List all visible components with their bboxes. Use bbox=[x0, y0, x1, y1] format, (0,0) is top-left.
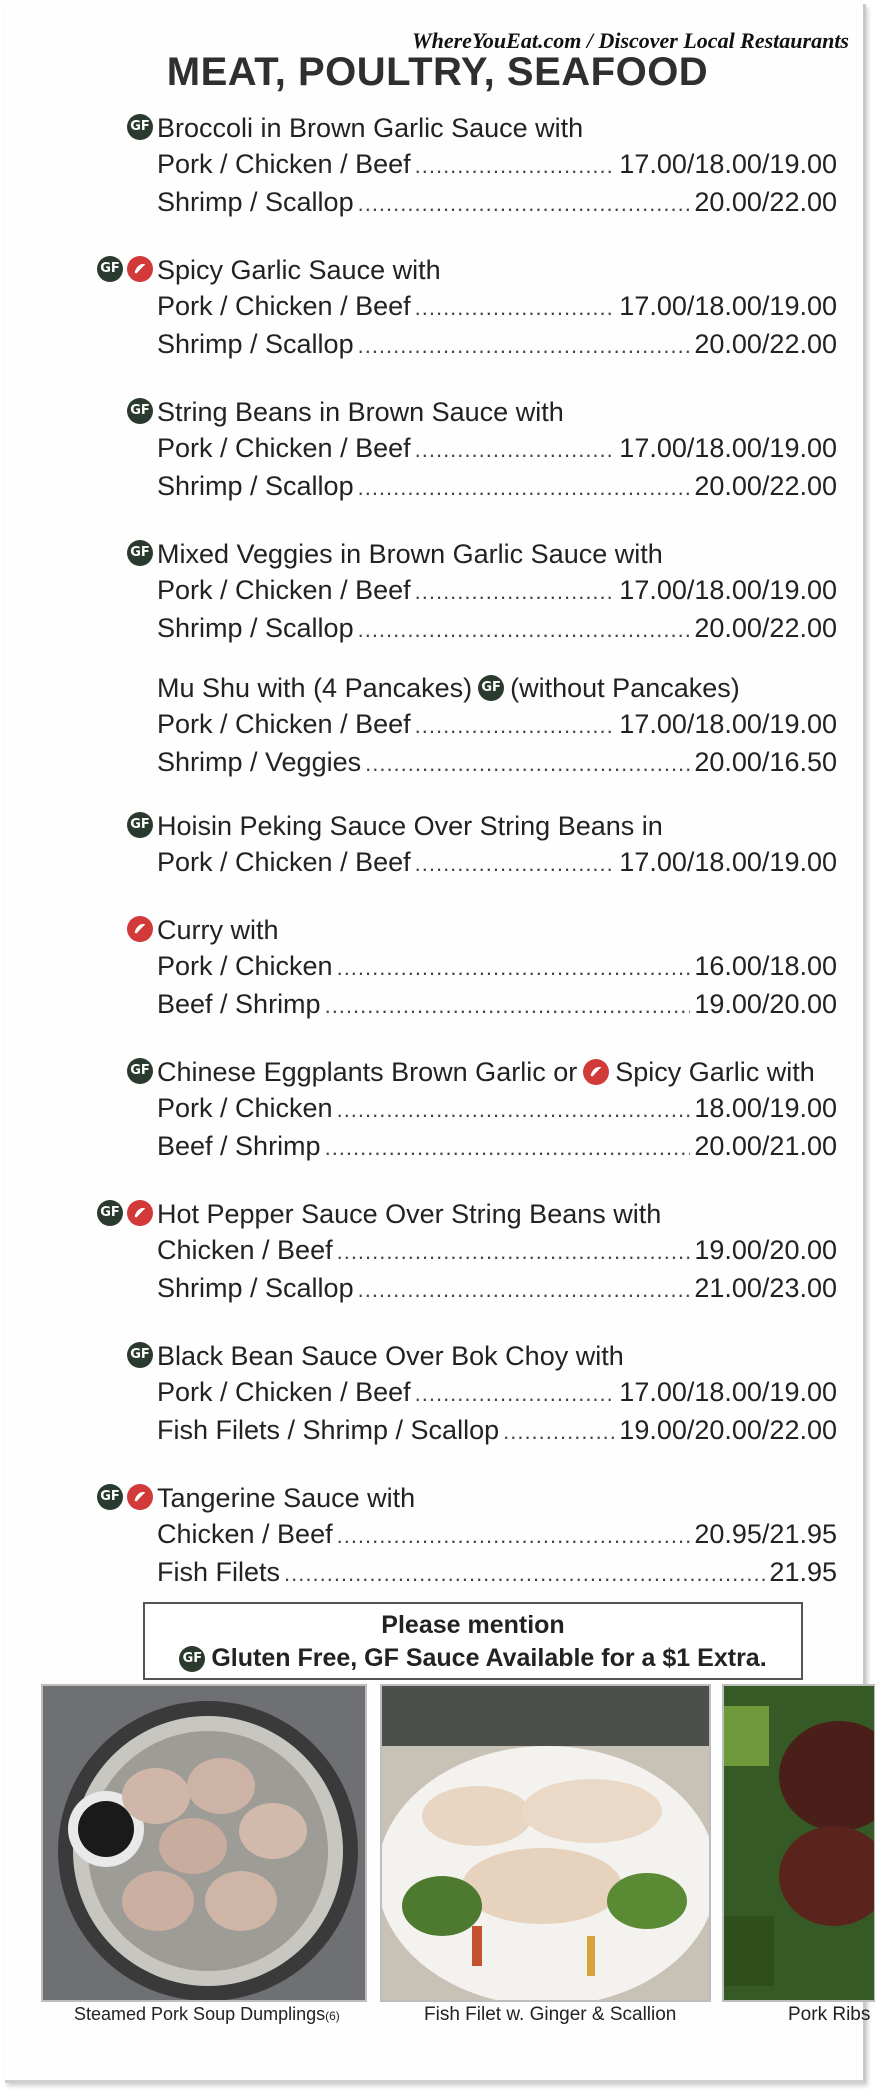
dot-leader bbox=[337, 1234, 691, 1270]
gluten-free-icon: GF bbox=[127, 1058, 153, 1084]
price: 17.00/18.00/19.00 bbox=[619, 575, 837, 605]
protein-options: Shrimp / Scallop bbox=[157, 329, 354, 359]
gluten-free-icon: GF bbox=[127, 812, 153, 838]
menu-item-title: Mu Shu with (4 Pancakes) bbox=[157, 673, 473, 703]
price-row bbox=[0, 1270, 875, 1308]
menu-item-title-line bbox=[0, 1338, 875, 1374]
price: 20.00/22.00 bbox=[694, 613, 837, 643]
price: 20.00/22.00 bbox=[694, 329, 837, 359]
price-row bbox=[0, 146, 875, 184]
dot-leader bbox=[415, 432, 616, 468]
price: 17.00/18.00/19.00 bbox=[619, 709, 837, 739]
menu-item-title-suffix: (without Pancakes) bbox=[510, 673, 740, 703]
price: 19.00/20.00 bbox=[694, 1235, 837, 1265]
dot-leader bbox=[358, 612, 691, 648]
menu-item bbox=[0, 252, 875, 364]
price: 18.00/19.00 bbox=[694, 1093, 837, 1123]
price: 19.00/20.00/22.00 bbox=[619, 1415, 837, 1445]
menu-list bbox=[0, 110, 875, 1622]
dot-leader bbox=[337, 1518, 691, 1554]
menu-item-title: Broccoli in Brown Garlic Sauce with bbox=[157, 113, 584, 143]
note-text: Gluten Free, GF Sauce Available for a $1 Extra. bbox=[211, 1644, 767, 1672]
dumplings-photo bbox=[41, 1684, 367, 2002]
menu-item-title-line bbox=[0, 912, 875, 948]
price: 17.00/18.00/19.00 bbox=[619, 847, 837, 877]
menu-item bbox=[0, 912, 875, 1024]
price-row bbox=[0, 1516, 875, 1554]
fish-filet-photo bbox=[380, 1684, 711, 2002]
menu-item-title-line bbox=[0, 1480, 875, 1516]
protein-options: Shrimp / Scallop bbox=[157, 187, 354, 217]
menu-item-badges bbox=[97, 1484, 153, 1510]
protein-options: Shrimp / Scallop bbox=[157, 613, 354, 643]
menu-item bbox=[0, 1480, 875, 1592]
dot-leader bbox=[337, 1092, 691, 1128]
gluten-free-icon: GF bbox=[127, 540, 153, 566]
menu-item-title-line bbox=[0, 394, 875, 430]
price: 19.00/20.00 bbox=[694, 989, 837, 1019]
menu-item-title-line bbox=[0, 1054, 875, 1090]
price: 21.00/23.00 bbox=[694, 1273, 837, 1303]
menu-item-title: Spicy Garlic Sauce with bbox=[157, 255, 441, 285]
menu-item bbox=[0, 808, 875, 882]
price-row bbox=[0, 1232, 875, 1270]
pork-ribs-caption: Pork Ribs bbox=[788, 2004, 871, 2025]
dot-leader bbox=[415, 148, 616, 184]
gluten-free-icon: GF bbox=[179, 1646, 205, 1672]
protein-options: Beef / Shrimp bbox=[157, 989, 321, 1019]
protein-options: Shrimp / Scallop bbox=[157, 1273, 354, 1303]
price: 17.00/18.00/19.00 bbox=[619, 149, 837, 179]
price-row bbox=[0, 610, 875, 648]
price-row bbox=[0, 844, 875, 882]
spicy-pepper-icon bbox=[127, 1484, 153, 1510]
dot-leader bbox=[325, 1130, 691, 1166]
menu-item-title-line bbox=[0, 110, 875, 146]
note-text-line bbox=[145, 1644, 801, 1673]
price-row bbox=[0, 948, 875, 986]
dumplings-caption-text: Steamed Pork Soup Dumplings bbox=[74, 2004, 326, 2024]
dot-leader bbox=[503, 1414, 615, 1450]
gluten-free-icon: GF bbox=[97, 1200, 123, 1226]
price: 16.00/18.00 bbox=[694, 951, 837, 981]
price: 20.00/22.00 bbox=[694, 187, 837, 217]
site-credit: WhereYouEat.com / Discover Local Restaurants bbox=[412, 28, 849, 53]
protein-options: Fish Filets / Shrimp / Scallop bbox=[157, 1415, 500, 1445]
price-row bbox=[0, 468, 875, 506]
menu-item-title-line bbox=[0, 536, 875, 572]
price-row bbox=[0, 986, 875, 1024]
menu-item-title: Chinese Eggplants Brown Garlic or bbox=[157, 1057, 578, 1087]
dot-leader bbox=[415, 846, 616, 882]
protein-options: Shrimp / Scallop bbox=[157, 471, 354, 501]
menu-item-title-line bbox=[0, 808, 875, 844]
dumplings-caption-count: (6) bbox=[325, 2009, 340, 2023]
spicy-pepper-icon bbox=[127, 1200, 153, 1226]
price-row bbox=[0, 1412, 875, 1450]
price-row bbox=[0, 184, 875, 222]
menu-item-title-suffix: Spicy Garlic with bbox=[615, 1057, 815, 1087]
protein-options: Pork / Chicken / Beef bbox=[157, 433, 411, 463]
menu-item-title: Black Bean Sauce Over Bok Choy with bbox=[157, 1341, 624, 1371]
menu-item-badges bbox=[127, 1342, 153, 1368]
price-row bbox=[0, 326, 875, 364]
spicy-pepper-icon bbox=[127, 256, 153, 282]
dot-leader bbox=[415, 574, 616, 610]
dot-leader bbox=[415, 708, 616, 744]
price-row bbox=[0, 744, 875, 782]
menu-item bbox=[0, 536, 875, 648]
spicy-pepper-icon bbox=[127, 916, 153, 942]
fish-filet-caption: Fish Filet w. Ginger & Scallion bbox=[424, 2004, 677, 2025]
menu-item-title-line bbox=[0, 670, 875, 706]
protein-options: Pork / Chicken / Beef bbox=[157, 709, 411, 739]
dot-leader bbox=[284, 1556, 765, 1592]
dot-leader bbox=[415, 290, 616, 326]
price-row bbox=[0, 1090, 875, 1128]
price-row bbox=[0, 1554, 875, 1592]
menu-item bbox=[0, 394, 875, 506]
menu-item bbox=[0, 110, 875, 222]
gluten-free-note bbox=[143, 1602, 803, 1680]
gluten-free-icon: GF bbox=[97, 256, 123, 282]
price-row bbox=[0, 1374, 875, 1412]
protein-options: Pork / Chicken / Beef bbox=[157, 291, 411, 321]
menu-item-badges bbox=[127, 114, 153, 140]
price-row bbox=[0, 572, 875, 610]
protein-options: Chicken / Beef bbox=[157, 1235, 333, 1265]
gluten-free-icon: GF bbox=[127, 1342, 153, 1368]
protein-options: Pork / Chicken bbox=[157, 951, 333, 981]
menu-item-title: Hoisin Peking Sauce Over String Beans in bbox=[157, 811, 663, 841]
protein-options: Shrimp / Veggies bbox=[157, 747, 362, 777]
menu-item bbox=[0, 1338, 875, 1450]
menu-item-badges bbox=[97, 256, 153, 282]
menu-item-badges bbox=[127, 916, 153, 942]
gluten-free-icon: GF bbox=[97, 1484, 123, 1510]
price: 17.00/18.00/19.00 bbox=[619, 291, 837, 321]
menu-item-title: String Beans in Brown Sauce with bbox=[157, 397, 564, 427]
price: 20.00/21.00 bbox=[694, 1131, 837, 1161]
dot-leader bbox=[358, 1272, 691, 1308]
spicy-pepper-icon bbox=[583, 1059, 609, 1085]
dot-leader bbox=[365, 746, 690, 782]
price-row bbox=[0, 430, 875, 468]
dot-leader bbox=[337, 950, 691, 986]
price: 20.95/21.95 bbox=[694, 1519, 837, 1549]
protein-options: Pork / Chicken bbox=[157, 1093, 333, 1123]
dumplings-caption bbox=[74, 2004, 340, 2025]
dot-leader bbox=[358, 470, 691, 506]
menu-item-title: Curry with bbox=[157, 915, 279, 945]
gluten-free-icon: GF bbox=[127, 398, 153, 424]
menu-item-badges bbox=[127, 398, 153, 424]
dot-leader bbox=[358, 186, 691, 222]
gluten-free-icon: GF bbox=[478, 675, 504, 701]
photo-strip bbox=[0, 1684, 875, 2024]
price-row bbox=[0, 288, 875, 326]
menu-item-badges bbox=[97, 1200, 153, 1226]
protein-options: Pork / Chicken / Beef bbox=[157, 847, 411, 877]
menu-item-title: Tangerine Sauce with bbox=[157, 1483, 416, 1513]
menu-item-title-line bbox=[0, 1196, 875, 1232]
dot-leader bbox=[415, 1376, 616, 1412]
menu-item bbox=[0, 1196, 875, 1308]
menu-item-badges bbox=[127, 540, 153, 566]
price-row bbox=[0, 706, 875, 744]
protein-options: Pork / Chicken / Beef bbox=[157, 1377, 411, 1407]
price-row bbox=[0, 1128, 875, 1166]
dot-leader bbox=[358, 328, 691, 364]
dot-leader bbox=[325, 988, 691, 1024]
price: 21.95 bbox=[769, 1557, 837, 1587]
menu-item bbox=[0, 670, 875, 782]
note-title: Please mention bbox=[381, 1611, 565, 1639]
section-title: MEAT, POULTRY, SEAFOOD bbox=[166, 50, 709, 94]
menu-item-title: Mixed Veggies in Brown Garlic Sauce with bbox=[157, 539, 663, 569]
protein-options: Chicken / Beef bbox=[157, 1519, 333, 1549]
price: 20.00/22.00 bbox=[694, 471, 837, 501]
menu-item bbox=[0, 1054, 875, 1166]
menu-item-badges bbox=[127, 1058, 153, 1084]
protein-options: Pork / Chicken / Beef bbox=[157, 575, 411, 605]
price: 17.00/18.00/19.00 bbox=[619, 1377, 837, 1407]
pork-ribs-photo bbox=[722, 1684, 875, 2002]
price: 20.00/16.50 bbox=[694, 747, 837, 777]
gluten-free-icon: GF bbox=[127, 114, 153, 140]
protein-options: Pork / Chicken / Beef bbox=[157, 149, 411, 179]
protein-options: Fish Filets bbox=[157, 1557, 281, 1587]
menu-item-badges bbox=[127, 812, 153, 838]
menu-item-title: Hot Pepper Sauce Over String Beans with bbox=[157, 1199, 662, 1229]
protein-options: Beef / Shrimp bbox=[157, 1131, 321, 1161]
price: 17.00/18.00/19.00 bbox=[619, 433, 837, 463]
menu-item-title-line bbox=[0, 252, 875, 288]
